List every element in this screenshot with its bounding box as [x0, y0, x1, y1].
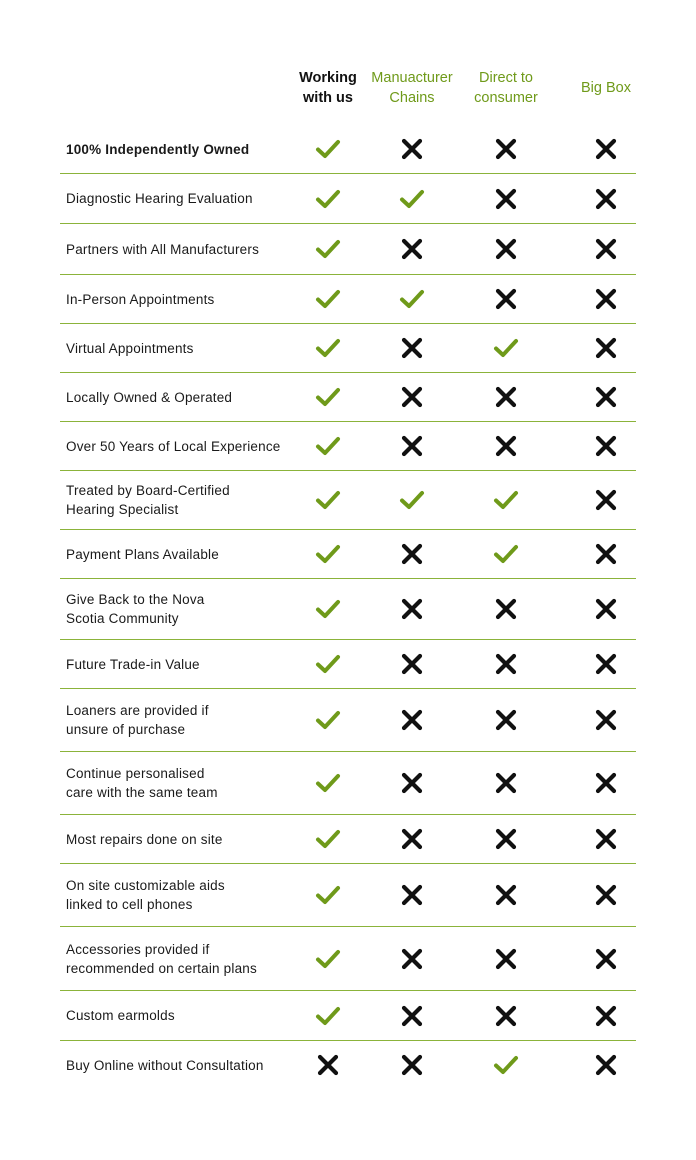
row-label-line: unsure of purchase	[66, 722, 186, 737]
check-icon	[493, 1052, 519, 1078]
column-header-line: with us	[303, 90, 353, 106]
table-row	[60, 125, 636, 174]
cross-icon	[593, 946, 619, 972]
row-label-line: linked to cell phones	[66, 897, 193, 912]
row-label	[66, 927, 296, 990]
table-row	[60, 373, 636, 422]
row-cell-1	[392, 324, 432, 372]
cross-icon	[493, 882, 519, 908]
row-cell-2	[486, 815, 526, 863]
cross-icon	[593, 335, 619, 361]
row-label-line: Over 50 Years of Local Experience	[66, 438, 281, 454]
row-cell-0	[308, 324, 348, 372]
row-cell-1	[392, 991, 432, 1040]
row-label-line: Future Trade-in Value	[66, 656, 200, 672]
row-label-line: Scotia Community	[66, 611, 179, 626]
table-row	[60, 689, 636, 752]
row-label	[66, 324, 296, 372]
row-cell-1	[392, 927, 432, 990]
row-cell-2	[486, 422, 526, 470]
cross-icon	[593, 1052, 619, 1078]
check-icon	[315, 946, 341, 972]
row-cell-2	[486, 752, 526, 814]
row-cell-1	[392, 640, 432, 688]
table-row	[60, 991, 636, 1041]
cross-icon	[593, 433, 619, 459]
row-cell-2	[486, 530, 526, 578]
row-cell-0	[308, 752, 348, 814]
check-icon	[399, 186, 425, 212]
cross-icon	[493, 433, 519, 459]
row-cell-2	[486, 640, 526, 688]
row-label-line: Diagnostic Hearing Evaluation	[66, 191, 253, 206]
row-cell-3	[586, 471, 626, 529]
cross-icon	[399, 236, 425, 262]
row-cell-3	[586, 579, 626, 639]
table-row	[60, 640, 636, 689]
cross-icon	[399, 136, 425, 162]
row-label-line: Partners with All Manufacturers	[66, 241, 260, 257]
cross-icon	[493, 946, 519, 972]
row-cell-0	[308, 125, 348, 173]
row-cell-0	[308, 864, 348, 926]
row-cell-1	[392, 422, 432, 470]
row-label-line: Give Back to the Nova	[66, 592, 205, 607]
check-icon	[315, 770, 341, 796]
row-cell-1	[392, 125, 432, 173]
cross-icon	[493, 236, 519, 262]
column-header-line: Working	[299, 70, 357, 86]
row-cell-2	[486, 373, 526, 421]
row-cell-2	[486, 864, 526, 926]
row-label-line: Hearing Specialist	[66, 502, 179, 517]
row-label	[66, 1041, 296, 1089]
cross-icon	[493, 1003, 519, 1029]
row-cell-3	[586, 373, 626, 421]
cross-icon	[399, 882, 425, 908]
row-cell-3	[586, 991, 626, 1040]
row-cell-1	[392, 752, 432, 814]
check-icon	[315, 286, 341, 312]
cross-icon	[593, 651, 619, 677]
row-label	[66, 689, 296, 751]
table-row	[60, 864, 636, 927]
cross-icon	[399, 651, 425, 677]
cross-icon	[493, 596, 519, 622]
cross-icon	[399, 384, 425, 410]
row-cell-0	[308, 422, 348, 470]
row-cell-2	[486, 579, 526, 639]
cross-icon	[593, 770, 619, 796]
row-cell-0	[308, 275, 348, 323]
row-cell-1	[392, 275, 432, 323]
check-icon	[315, 651, 341, 677]
table-row	[60, 324, 636, 373]
row-label-line: care with the same team	[66, 785, 218, 800]
table-row	[60, 1041, 636, 1089]
row-cell-1	[392, 174, 432, 223]
row-cell-1	[392, 864, 432, 926]
column-header-line: Direct to	[479, 70, 533, 86]
table-row	[60, 471, 636, 530]
row-cell-3	[586, 530, 626, 578]
row-cell-1	[392, 530, 432, 578]
table-row	[60, 174, 636, 224]
row-cell-0	[308, 579, 348, 639]
row-cell-0	[308, 640, 348, 688]
row-cell-1	[392, 224, 432, 274]
check-icon	[315, 826, 341, 852]
row-cell-2	[486, 224, 526, 274]
cross-icon	[399, 1052, 425, 1078]
cross-icon	[315, 1052, 341, 1078]
check-icon	[493, 541, 519, 567]
row-label-line: Payment Plans Available	[66, 546, 219, 562]
row-cell-0	[308, 815, 348, 863]
row-cell-3	[586, 324, 626, 372]
check-icon	[399, 286, 425, 312]
check-icon	[315, 707, 341, 733]
cross-icon	[593, 286, 619, 312]
row-label-line: Continue personalised	[66, 766, 205, 781]
row-cell-1	[392, 373, 432, 421]
check-icon	[315, 882, 341, 908]
table-row	[60, 275, 636, 324]
cross-icon	[399, 1003, 425, 1029]
row-label	[66, 864, 296, 926]
row-cell-1	[392, 689, 432, 751]
row-cell-3	[586, 689, 626, 751]
row-cell-1	[392, 579, 432, 639]
row-label-line: Loaners are provided if	[66, 703, 209, 718]
row-cell-2	[486, 689, 526, 751]
table-row	[60, 815, 636, 864]
cross-icon	[399, 433, 425, 459]
check-icon	[315, 1003, 341, 1029]
row-label-line: Most repairs done on site	[66, 831, 223, 847]
cross-icon	[493, 186, 519, 212]
row-cell-3	[586, 752, 626, 814]
row-cell-3	[586, 275, 626, 323]
row-cell-1	[392, 1041, 432, 1089]
row-label	[66, 815, 296, 863]
row-label-line: On site customizable aids	[66, 878, 225, 893]
cross-icon	[493, 136, 519, 162]
row-cell-2	[486, 471, 526, 529]
column-header-line: Chains	[389, 90, 435, 106]
row-label	[66, 275, 296, 323]
row-label-line: Virtual Appointments	[66, 340, 194, 356]
row-cell-0	[308, 1041, 348, 1089]
cross-icon	[593, 826, 619, 852]
check-icon	[315, 487, 341, 513]
cross-icon	[399, 826, 425, 852]
cross-icon	[493, 770, 519, 796]
row-cell-3	[586, 927, 626, 990]
check-icon	[493, 335, 519, 361]
table-row	[60, 224, 636, 275]
cross-icon	[399, 707, 425, 733]
row-cell-2	[486, 275, 526, 323]
cross-icon	[399, 946, 425, 972]
row-cell-0	[308, 471, 348, 529]
row-label	[66, 174, 296, 223]
row-label-line: recommended on certain plans	[66, 960, 257, 976]
row-label	[66, 579, 296, 639]
row-cell-3	[586, 864, 626, 926]
comparison-table	[60, 125, 636, 1089]
row-label-line: 100% Independently Owned	[66, 141, 250, 157]
column-header-line: Big Box	[581, 80, 631, 96]
check-icon	[315, 335, 341, 361]
cross-icon	[593, 384, 619, 410]
row-label-line: Treated by Board-Certified	[66, 483, 230, 498]
row-label-line: Buy Online without Consultation	[66, 1057, 264, 1073]
cross-icon	[593, 882, 619, 908]
check-icon	[493, 487, 519, 513]
cross-icon	[399, 541, 425, 567]
row-cell-0	[308, 224, 348, 274]
row-label-line: Accessories provided if	[66, 941, 210, 957]
cross-icon	[493, 384, 519, 410]
row-label-line: Locally Owned & Operated	[66, 389, 233, 405]
table-row	[60, 422, 636, 471]
row-label-line: Custom earmolds	[66, 1008, 175, 1023]
row-cell-3	[586, 224, 626, 274]
row-cell-3	[586, 174, 626, 223]
row-cell-0	[308, 927, 348, 990]
column-header-1	[360, 68, 464, 108]
row-label	[66, 530, 296, 578]
row-cell-2	[486, 1041, 526, 1089]
cross-icon	[593, 1003, 619, 1029]
row-cell-2	[486, 125, 526, 173]
row-cell-0	[308, 689, 348, 751]
check-icon	[315, 433, 341, 459]
check-icon	[399, 487, 425, 513]
row-label	[66, 422, 296, 470]
row-cell-0	[308, 373, 348, 421]
column-header-2	[461, 68, 551, 108]
row-cell-2	[486, 927, 526, 990]
row-cell-2	[486, 324, 526, 372]
row-cell-0	[308, 174, 348, 223]
check-icon	[315, 186, 341, 212]
row-cell-3	[586, 125, 626, 173]
cross-icon	[399, 335, 425, 361]
row-cell-0	[308, 991, 348, 1040]
cross-icon	[399, 770, 425, 796]
table-row	[60, 530, 636, 579]
row-label	[66, 373, 296, 421]
check-icon	[315, 541, 341, 567]
row-label	[66, 224, 296, 274]
check-icon	[315, 596, 341, 622]
cross-icon	[493, 651, 519, 677]
check-icon	[315, 384, 341, 410]
cross-icon	[593, 541, 619, 567]
row-label	[66, 752, 296, 814]
row-cell-2	[486, 174, 526, 223]
column-header-line: consumer	[474, 90, 538, 106]
column-header-3	[566, 78, 646, 98]
cross-icon	[593, 136, 619, 162]
table-row	[60, 927, 636, 991]
row-cell-3	[586, 1041, 626, 1089]
cross-icon	[493, 286, 519, 312]
table-row	[60, 579, 636, 640]
cross-icon	[493, 707, 519, 733]
row-cell-3	[586, 640, 626, 688]
row-cell-1	[392, 815, 432, 863]
cross-icon	[399, 596, 425, 622]
row-label-line: In-Person Appointments	[66, 291, 215, 307]
row-cell-0	[308, 530, 348, 578]
row-cell-3	[586, 815, 626, 863]
cross-icon	[593, 236, 619, 262]
cross-icon	[593, 487, 619, 513]
column-header-line: Manuacturer	[371, 70, 453, 86]
row-cell-3	[586, 422, 626, 470]
row-cell-2	[486, 991, 526, 1040]
row-label	[66, 471, 296, 529]
row-label	[66, 125, 296, 173]
cross-icon	[593, 186, 619, 212]
row-label	[66, 640, 296, 688]
comparison-header	[0, 68, 696, 122]
check-icon	[315, 236, 341, 262]
row-cell-1	[392, 471, 432, 529]
check-icon	[315, 136, 341, 162]
table-row	[60, 752, 636, 815]
cross-icon	[493, 826, 519, 852]
row-label	[66, 991, 296, 1040]
cross-icon	[593, 707, 619, 733]
cross-icon	[593, 596, 619, 622]
